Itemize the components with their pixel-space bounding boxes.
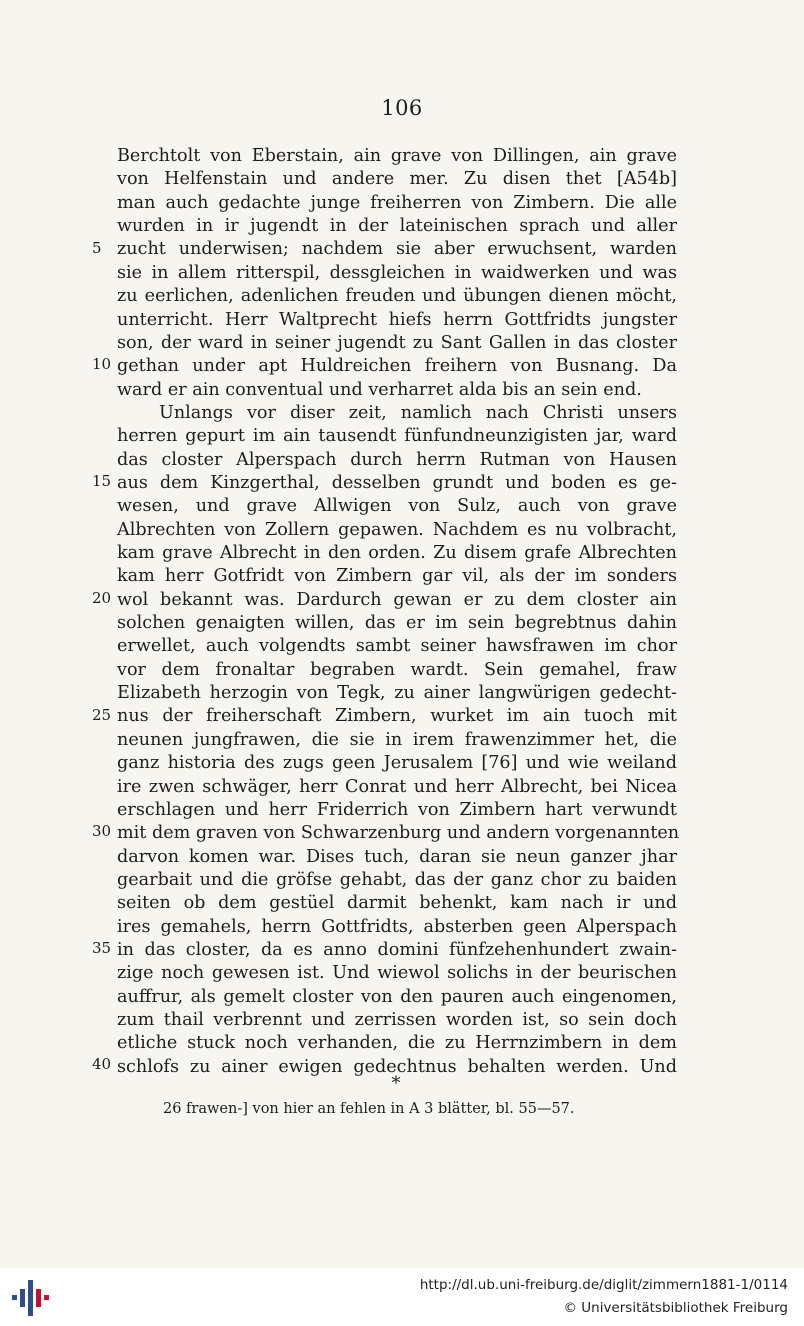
text-line: Berchtolt von Eberstain, ain grave von Dillingen, ain grave <box>117 146 677 166</box>
text-line: ires gemahels, herrn Gottfridts, absterben geen Alperspach <box>117 916 677 937</box>
text-line: Albrechten von Zollern gepawen. Nachdem es nu volbracht, <box>117 519 677 540</box>
footer-bar <box>0 1268 804 1326</box>
line-number: 30 <box>92 822 112 840</box>
text-line: wurden in ir jugendt in der lateinischen sprach und aller <box>117 216 677 237</box>
text-line: solchen genaigten willen, das er im sein begrebtnus dahin <box>117 613 677 633</box>
text-line: auffrur, als gemelt closter von den pauren auch eingenomen, <box>117 986 677 1007</box>
line-number: 15 <box>92 472 112 490</box>
text-line: zu eerlichen, adenlichen freuden und übungen dienen möcht, <box>117 286 677 307</box>
text-line: wesen, und grave Allwigen von Sulz, auch von grave <box>117 496 677 517</box>
text-line: ire zwen schwäger, herr Conrat und herr Albrecht, bei Nicea <box>117 776 677 797</box>
text-line: aus dem Kinzgerthal, desselben grundt und boden es ge- <box>117 472 677 493</box>
line-number: 10 <box>92 355 112 373</box>
text-line: ganz historia des zugs geen Jerusalem [76] und wie weiland <box>117 753 677 774</box>
line-number: 40 <box>92 1055 112 1073</box>
text-line: in das closter, da es anno domini fünfzehenhundert zwain- <box>117 939 677 960</box>
text-line: seiten ob dem gestüel darmit behenkt, kam nach ir und <box>117 893 677 914</box>
footnote: 26 frawen-] von hier an fehlen in A 3 blätter, bl. 55—57. <box>163 1101 575 1117</box>
text-line: son, der ward in seiner jugendt zu Sant Gallen in das closter <box>117 332 677 353</box>
page-number: 106 <box>381 96 423 120</box>
text-line: vor dem fronaltar begraben wardt. Sein gemahel, fraw <box>117 659 677 680</box>
line-number: 25 <box>92 706 112 724</box>
university-library-logo-icon <box>10 1278 52 1318</box>
text-line: zige noch gewesen ist. Und wiewol solichs in der beurischen <box>117 963 677 984</box>
text-line: kam herr Gotfridt von Zimbern gar vil, als der im sonders <box>117 566 677 587</box>
text-line: erwellet, auch volgendts sambt seiner hawsfrawen im chor <box>117 636 677 657</box>
text-line: das closter Alperspach durch herrn Rutman von Hausen <box>117 449 677 470</box>
copyright-notice: © Universitätsbibliothek Freiburg <box>563 1300 788 1316</box>
text-line: gearbait und die gröfse gehabt, das der ganz chor zu baiden <box>117 869 677 890</box>
text-line: erschlagen und herr Friderrich von Zimbern hart verwundt <box>117 799 677 820</box>
line-number: 35 <box>92 939 112 957</box>
text-line: wol bekannt was. Dardurch gewan er zu dem closter ain <box>117 589 677 610</box>
text-line: neunen jungfrawen, die sie in irem frawenzimmer het, die <box>117 729 677 750</box>
source-url-link[interactable]: http://dl.ub.uni-freiburg.de/diglit/zimmern1881-1/0114 <box>419 1277 788 1293</box>
text-line: mit dem graven von Schwarzenburg und andern vorgenannten <box>117 823 680 844</box>
line-number: 5 <box>92 239 102 257</box>
text-line: schlofs zu ainer ewigen gedechtnus behalten werden. Und <box>117 1056 677 1077</box>
text-line: nus der freiherschaft Zimbern, wurket im ain tuoch mit <box>117 706 677 727</box>
text-line: ward er ain conventual und verharret alda bis an sein end. <box>117 379 642 400</box>
text-line: unterricht. Herr Waltprecht hiefs herrn Gottfridts jungster <box>117 309 677 330</box>
text-line: Elizabeth herzogin von Tegk, zu ainer langwürigen gedecht- <box>117 683 677 704</box>
text-line: kam grave Albrecht in den orden. Zu disem grafe Albrechten <box>117 543 677 563</box>
text-line: gethan under apt Huldreichen freihern von Busnang. Da <box>117 356 677 377</box>
text-line: herren gepurt im ain tausendt fünfundneunzigisten jar, ward <box>117 426 677 447</box>
text-line: etliche stuck noch verhanden, die zu Herrnzimbern in dem <box>117 1033 677 1054</box>
text-line: Unlangs vor diser zeit, namlich nach Christi unsers <box>159 402 677 423</box>
text-line: zucht underwisen; nachdem sie aber erwuchsent, warden <box>117 239 677 260</box>
line-number: 20 <box>92 589 112 607</box>
text-line: man auch gedachte junge freiherren von Zimbern. Die alle <box>117 192 677 213</box>
text-line: sie in allem ritterspil, dessgleichen in waidwerken und was <box>117 262 677 283</box>
footnote-separator-asterisk: * <box>391 1073 401 1094</box>
text-line: von Helfenstain und andere mer. Zu disen thet [A54b] <box>117 169 677 190</box>
text-line: darvon komen war. Dises tuch, daran sie neun ganzer jhar <box>117 846 677 867</box>
text-line: zum thail verbrennt und zerrissen worden ist, so sein doch <box>117 1010 677 1030</box>
